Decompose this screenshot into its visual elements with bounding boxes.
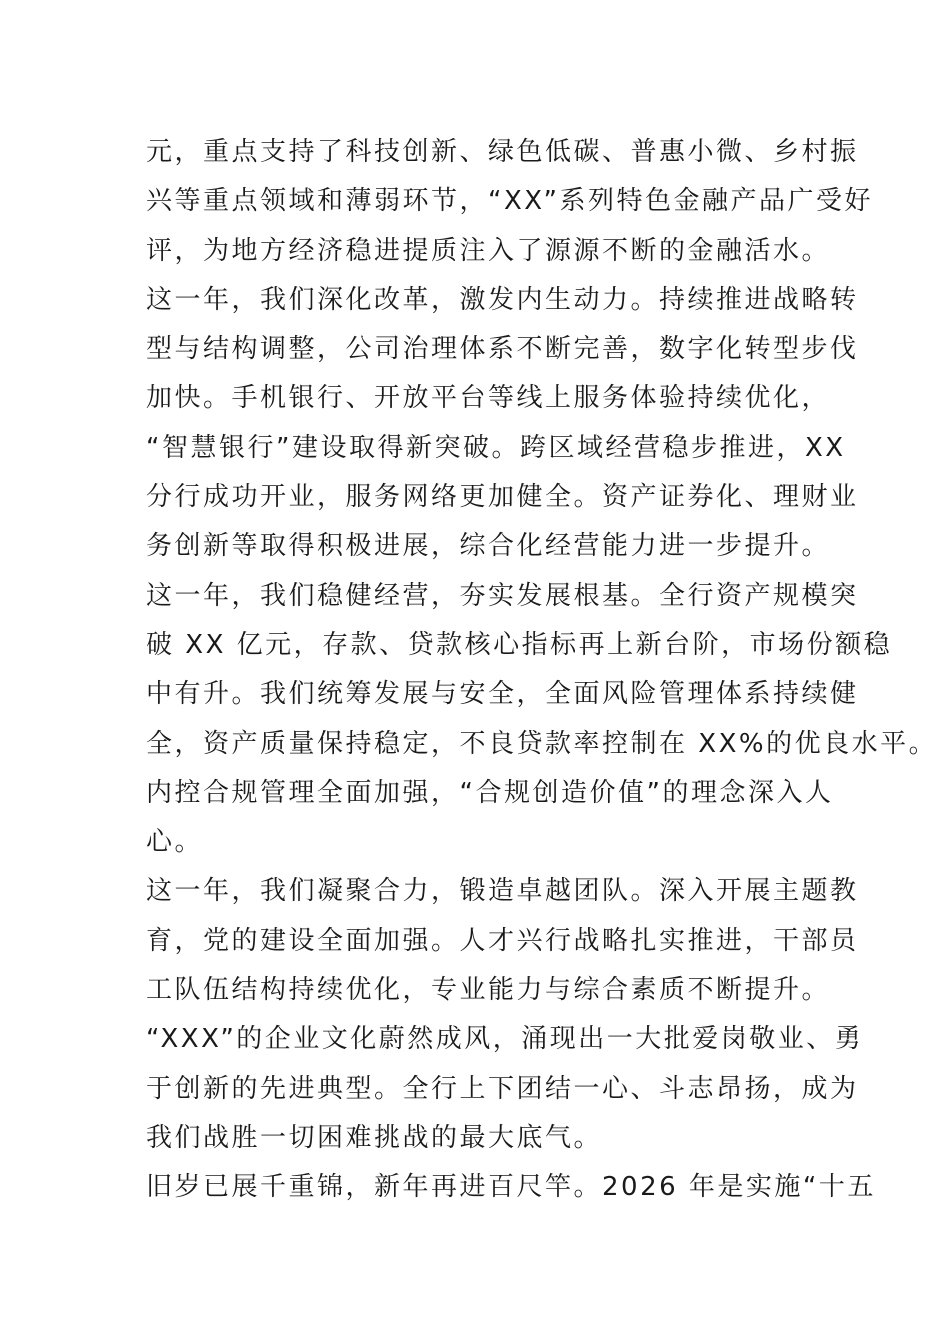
text-line: 我们战胜一切困难挑战的最大底气。 — [146, 1122, 603, 1153]
text-line: 兴等重点领域和薄弱环节，“XX”系列特色金融产品广受好 — [146, 186, 874, 217]
text-line: 这一年，我们凝聚合力，锻造卓越团队。深入开展主题教 — [146, 876, 859, 907]
text-line: 全，资产质量保持稳定，不良贷款率控制在 XX%的优良水平。 — [146, 728, 938, 759]
text-line: “智慧银行”建设取得新突破。跨区域经营稳步推进，XX — [146, 432, 846, 463]
text-line: 这一年，我们深化改革，激发内生动力。持续推进战略转 — [146, 284, 859, 315]
text-line: 元，重点支持了科技创新、绿色低碳、普惠小微、乡村振 — [146, 137, 859, 167]
text-line: “XXX”的企业文化蔚然成风，涌现出一大批爱岗敬业、勇 — [146, 1024, 864, 1055]
text-line: 务创新等取得积极进展，综合化经营能力进一步提升。 — [146, 531, 831, 562]
text-line: 评，为地方经济稳进提质注入了源源不断的金融活水。 — [146, 235, 831, 266]
text-line: 心。 — [146, 827, 204, 858]
text-line: 分行成功开业，服务网络更加健全。资产证券化、理财业 — [146, 482, 859, 513]
text-line: 旧岁已展千重锦，新年再进百尺竿。2026 年是实施“十五 — [146, 1172, 876, 1203]
text-line: 育，党的建设全面加强。人才兴行战略扎实推进，干部员 — [146, 925, 859, 956]
text-line: 加快。手机银行、开放平台等线上服务体验持续优化， — [146, 383, 831, 414]
body-text — [146, 128, 938, 1213]
text-line: 型与结构调整，公司治理体系不断完善，数字化转型步伐 — [146, 334, 859, 365]
text-line: 破 XX 亿元，存款、贷款核心指标再上新台阶，市场份额稳 — [146, 629, 893, 660]
text-line: 内控合规管理全面加强，“合规创造价值”的理念深入人 — [146, 777, 834, 808]
text-line: 于创新的先进典型。全行上下团结一心、斗志昂扬，成为 — [146, 1073, 859, 1104]
text-line: 中有升。我们统筹发展与安全，全面风险管理体系持续健 — [146, 679, 859, 710]
text-line: 这一年，我们稳健经营，夯实发展根基。全行资产规模突 — [146, 580, 859, 611]
text-line: 工队伍结构持续优化，专业能力与综合素质不断提升。 — [146, 975, 831, 1006]
